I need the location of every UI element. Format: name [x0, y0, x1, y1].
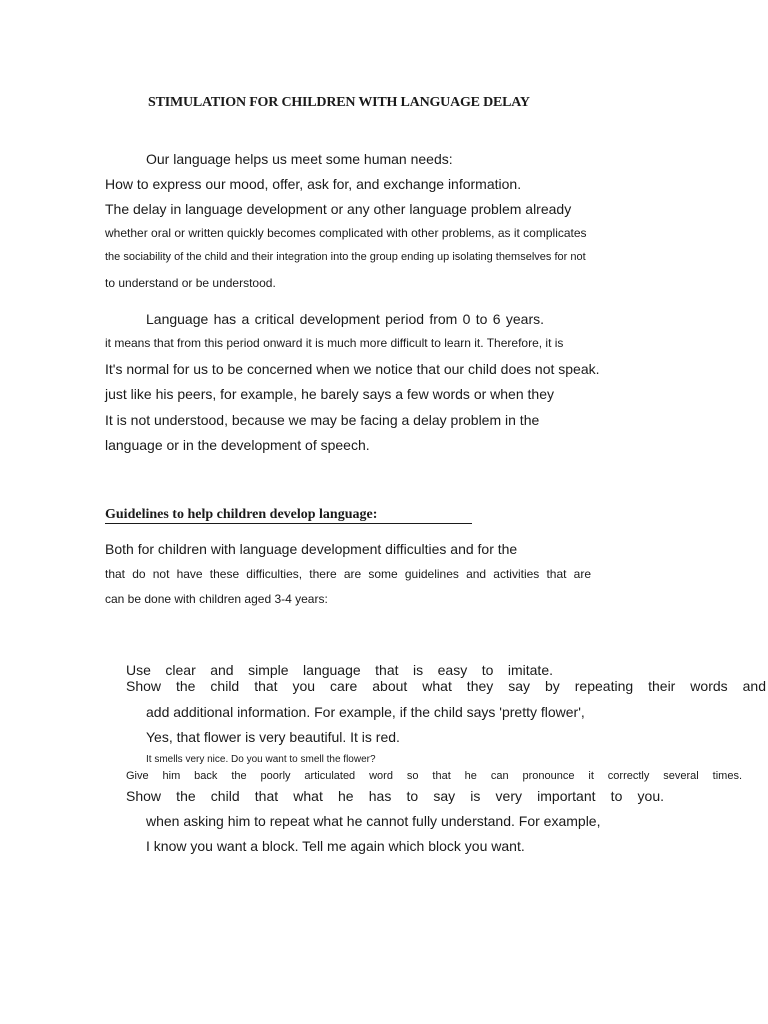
guideline-item-2-cont-2: Yes, that flower is very beautiful. It is red. [146, 729, 400, 745]
guideline-item-1: Use clear and simple language that is easy to imitate. [126, 662, 553, 678]
critical-line-5: It is not understood, because we may be facing a delay problem in the [105, 412, 540, 428]
document-title: STIMULATION FOR CHILDREN WITH LANGUAGE DELAY [148, 95, 530, 110]
guideline-item-2: Show the child that you care about what they say by repeating their words and [126, 678, 766, 694]
guideline-item-4-cont-1: when asking him to repeat what he cannot fully understand. For example, [146, 813, 601, 829]
critical-line-6: language or in the development of speech. [105, 437, 370, 453]
guidelines-intro-line-2: that do not have these difficulties, there are some guidelines and activities that are [105, 567, 591, 581]
intro-line-6: to understand or be understood. [105, 276, 276, 290]
guideline-item-2-cont-1: add additional information. For example, if the child says 'pretty flower', [146, 704, 585, 720]
critical-line-1: Language has a critical development period from 0 to 6 years. [146, 311, 544, 327]
guidelines-heading: Guidelines to help children develop language: [105, 507, 472, 524]
guidelines-intro-line-1: Both for children with language development difficulties and for the [105, 541, 518, 557]
intro-line-2: How to express our mood, offer, ask for, and exchange information. [105, 176, 522, 192]
guideline-item-2-cont-3: It smells very nice. Do you want to smell the flower? [146, 754, 376, 765]
intro-line-1: Our language helps us meet some human needs: [146, 151, 453, 167]
guideline-item-4: Show the child that what he has to say is very important to you. [126, 788, 664, 804]
critical-line-2: it means that from this period onward it is much more difficult to learn it. Therefore, it is [105, 336, 564, 350]
critical-line-3: It's normal for us to be concerned when we notice that our child does not speak. [105, 361, 600, 377]
intro-line-3: The delay in language development or any other language problem already [105, 201, 572, 217]
critical-line-4: just like his peers, for example, he barely says a few words or when they [105, 386, 554, 402]
guideline-item-3: Give him back the poorly articulated word so that he can pronounce it correctly several times. [126, 770, 742, 782]
guidelines-intro-line-3: can be done with children aged 3-4 years: [105, 592, 328, 606]
guideline-item-4-cont-2: I know you want a block. Tell me again which block you want. [146, 838, 525, 854]
intro-line-4: whether oral or written quickly becomes complicated with other problems, as it complicates [105, 226, 587, 240]
intro-line-5: the sociability of the child and their integration into the group ending up isolating themselves for not [105, 251, 586, 263]
